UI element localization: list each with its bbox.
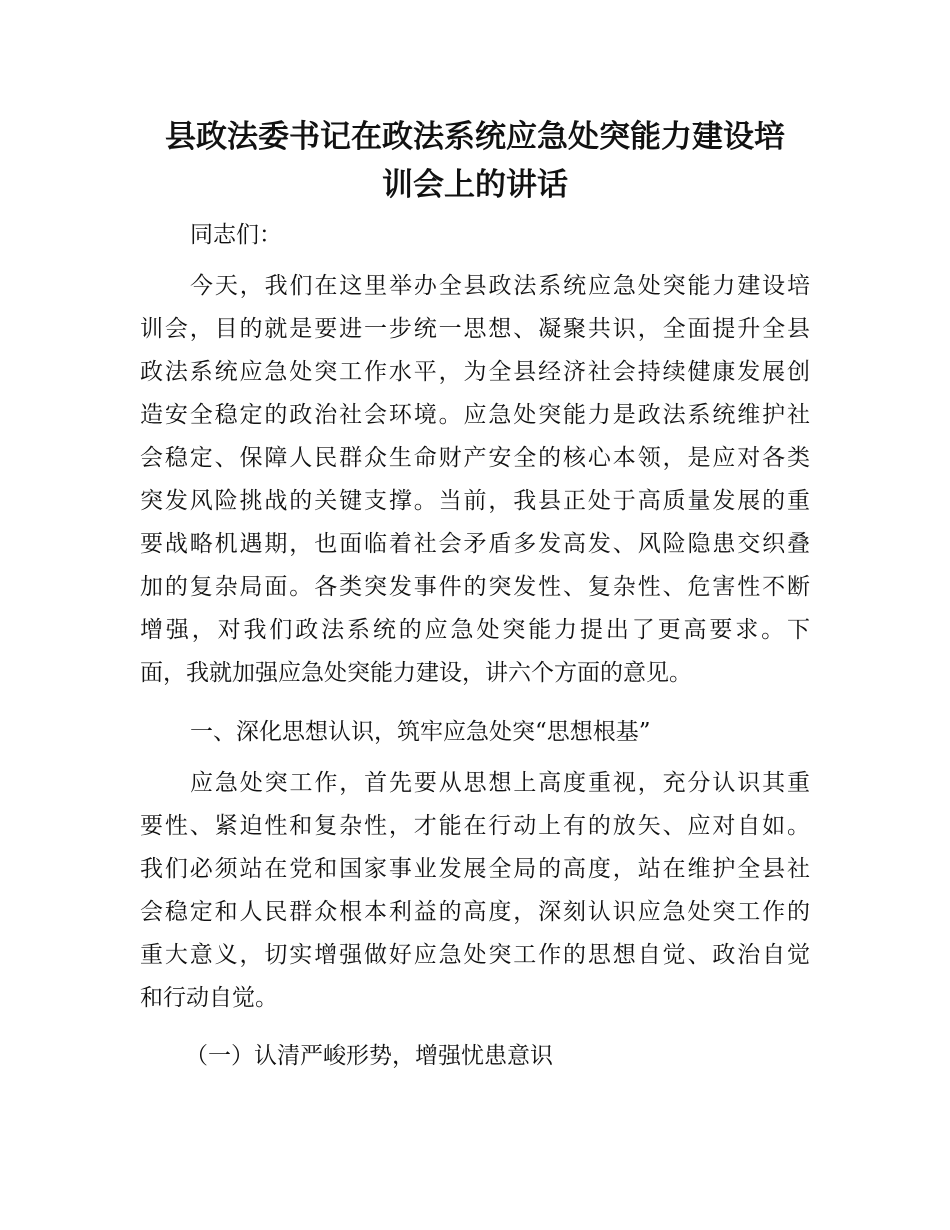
intro-line: 会稳定、保障人民群众生命财产安全的核心本领，是应对各类 bbox=[140, 445, 810, 471]
intro-line: 造安全稳定的政治社会环境。应急处突能力是政法系统维护社 bbox=[140, 402, 810, 428]
section-line: 我们必须站在党和国家事业发展全局的高度，站在维护全县社 bbox=[140, 856, 810, 882]
section-heading: 一、深化思想认识，筑牢应急处突“思想根基” bbox=[190, 719, 651, 745]
document-title bbox=[110, 113, 840, 209]
intro-line: 政法系统应急处突工作水平，为全县经济社会持续健康发展创 bbox=[140, 359, 810, 385]
title-line-1: 县政法委书记在政法系统应急处突能力建设培 bbox=[165, 119, 785, 155]
intro-line: 增强，对我们政法系统的应急处突能力提出了更高要求。下 bbox=[140, 617, 810, 643]
intro-line: 加的复杂局面。各类突发事件的突发性、复杂性、危害性不断 bbox=[140, 574, 810, 600]
intro-line: 要战略机遇期，也面临着社会矛盾多发高发、风险隐患交织叠 bbox=[140, 531, 810, 557]
intro-line: 面，我就加强应急处突能力建设，讲六个方面的意见。 bbox=[140, 660, 692, 686]
title-line-2: 训会上的讲话 bbox=[382, 167, 568, 203]
section-line: 会稳定和人民群众根本利益的高度，深刻认识应急处突工作的 bbox=[140, 899, 810, 925]
intro-line: 训会，目的就是要进一步统一思想、凝聚共识，全面提升全县 bbox=[140, 316, 810, 342]
section-line: 和行动自觉。 bbox=[140, 985, 278, 1011]
salutation: 同志们： bbox=[190, 222, 282, 248]
section-line: 应急处突工作，首先要从思想上高度重视，充分认识其重 bbox=[190, 770, 810, 796]
intro-line: 突发风险挑战的关键支撑。当前，我县正处于高质量发展的重 bbox=[140, 488, 810, 514]
intro-line: 今天，我们在这里举办全县政法系统应急处突能力建设培 bbox=[190, 273, 810, 299]
section-line: 重大意义，切实增强做好应急处突工作的思想自觉、政治自觉 bbox=[140, 942, 810, 968]
section-line: 要性、紧迫性和复杂性，才能在行动上有的放矢、应对自如。 bbox=[140, 813, 810, 839]
subheading: （一）认清严峻形势，增强忧患意识 bbox=[185, 1043, 553, 1069]
